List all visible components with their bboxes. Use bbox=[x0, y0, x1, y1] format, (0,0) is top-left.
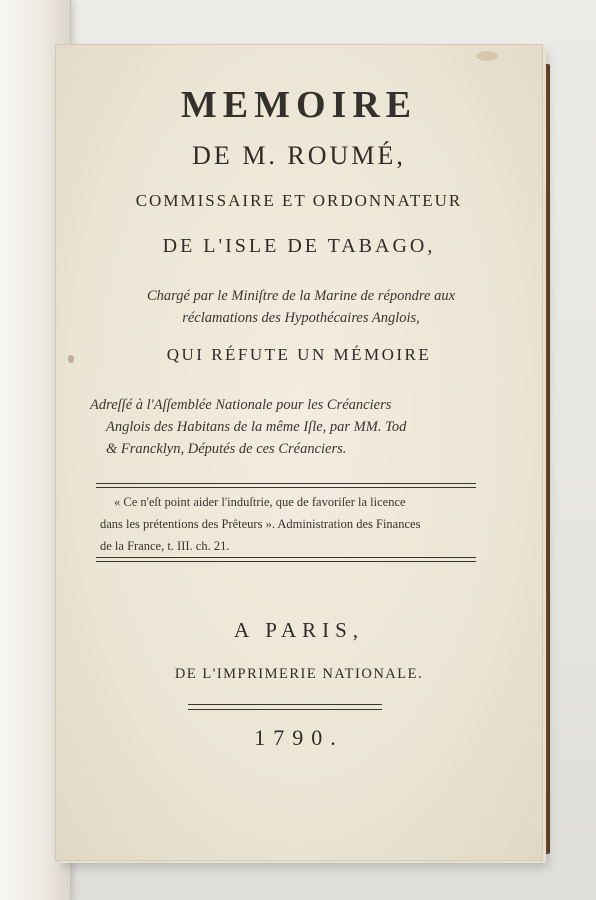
refute-line: QUI RÉFUTE UN MÉMOIRE bbox=[166, 345, 432, 364]
imprint-year: 1790. bbox=[254, 725, 344, 750]
author-line: DE M. ROUMÉ, bbox=[192, 141, 406, 170]
title-page bbox=[55, 44, 543, 861]
office-line: COMMISSAIRE ET ORDONNATEUR bbox=[135, 191, 463, 210]
isle-line: DE L'ISLE DE TABAGO, bbox=[162, 235, 436, 257]
divider-rule bbox=[96, 483, 476, 488]
paper-stain bbox=[476, 51, 498, 61]
adresse-paragraph bbox=[90, 394, 510, 460]
quote-line: dans les prétentions des Prêteurs ». Administration des Finances bbox=[100, 517, 421, 531]
imprint-printer: DE L'IMPRIMERIE NATIONALE. bbox=[174, 666, 424, 682]
book-title: MEMOIRE bbox=[180, 84, 418, 126]
divider-rule bbox=[96, 557, 476, 562]
charge-line: réclamations des Hypothécaires Anglois, bbox=[182, 310, 420, 326]
adresse-line: Anglois des Habitans de la même Iſle, par MM. Tod bbox=[106, 419, 407, 435]
quote-line: « Ce n'eſt point aider l'induſtrie, que de favoriſer la licence bbox=[114, 495, 406, 509]
ornament-rule bbox=[188, 704, 382, 710]
quote-line: de la France, t. III. ch. 21. bbox=[100, 539, 230, 553]
adresse-line: & Francklyn, Députés de ces Créanciers. bbox=[106, 441, 347, 457]
charge-paragraph bbox=[86, 285, 516, 329]
charge-line: Chargé par le Miniſtre de la Marine de répondre aux bbox=[146, 288, 456, 304]
epigraph-quote bbox=[100, 491, 480, 557]
adresse-line: Adreſſé à l'Aſſemblée Nationale pour les Créanciers bbox=[90, 397, 392, 413]
imprint-place: A PARIS, bbox=[233, 618, 365, 642]
